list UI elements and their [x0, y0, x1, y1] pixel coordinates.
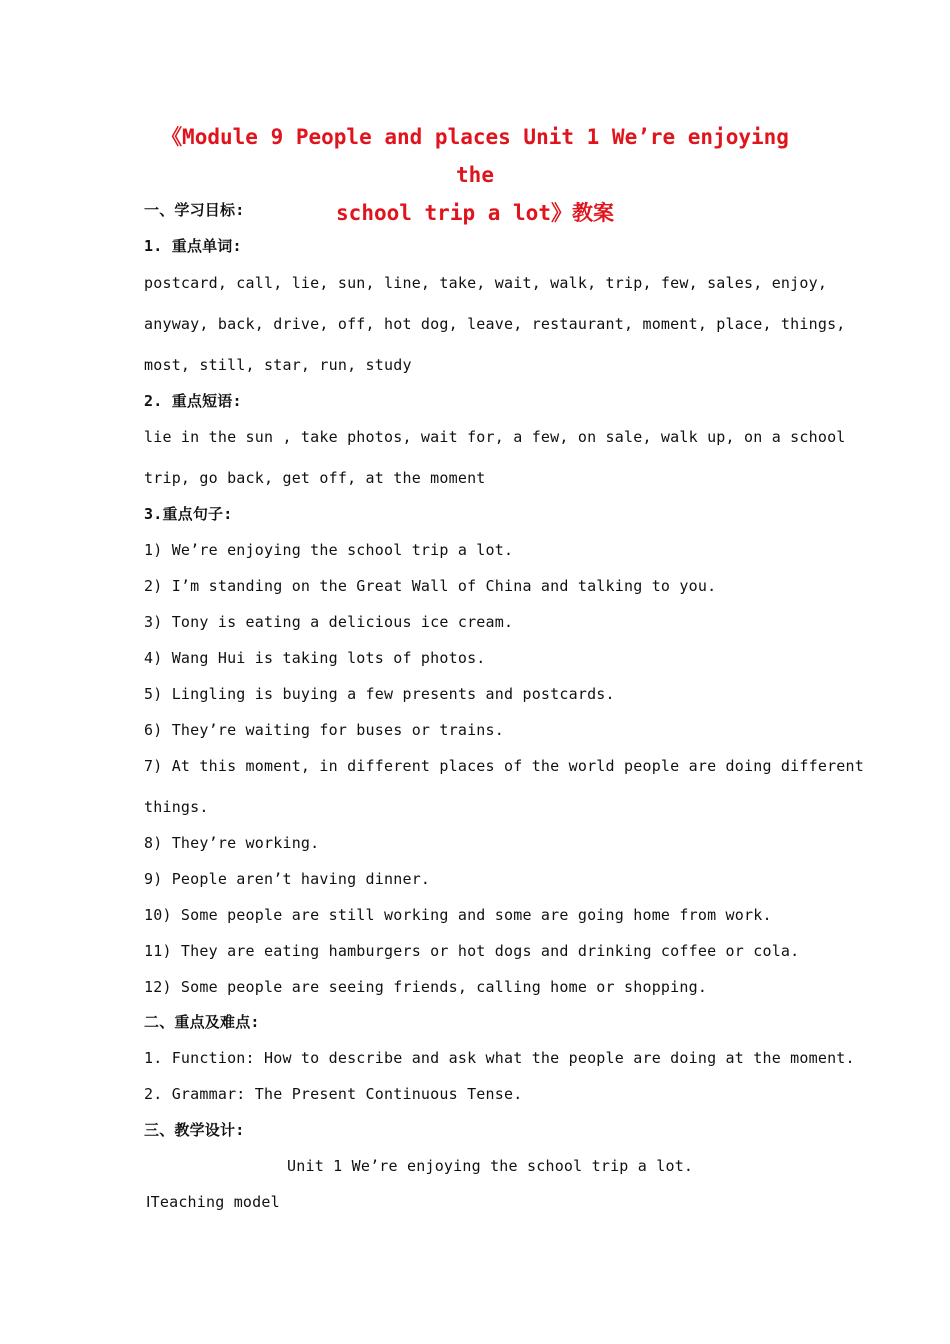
section-3-heading: 三、教学设计:: [144, 1121, 245, 1139]
title-line-2: school trip a lot》教案: [336, 201, 614, 225]
sentence-item-continued: things.: [144, 798, 209, 816]
sentence-item: 11) They are eating hamburgers or hot dogs and drinking coffee or cola.: [144, 942, 800, 960]
title-line-1: 《Module 9 People and places Unit 1 We’re enjoying the: [161, 125, 789, 187]
sentence-item: 6) They’re waiting for buses or trains.: [144, 721, 504, 739]
sentence-item: 8) They’re working.: [144, 834, 320, 852]
key-words-line-1: postcard, call, lie, sun, line, take, wait, walk, trip, few, sales, enjoy,: [144, 274, 828, 292]
sentence-item: 4) Wang Hui is taking lots of photos.: [144, 649, 486, 667]
section-2-heading: 二、重点及难点:: [144, 1013, 260, 1031]
sentence-item: 5) Lingling is buying a few presents and postcards.: [144, 685, 615, 703]
key-sentences-heading: 3.重点句子:: [144, 505, 233, 523]
sentence-item: 2) I’m standing on the Great Wall of China and talking to you.: [144, 577, 717, 595]
key-words-heading: 1. 重点单词:: [144, 237, 242, 255]
teaching-model-heading: ⅠTeaching model: [146, 1193, 280, 1211]
sentence-item: 12) Some people are seeing friends, calling home or shopping.: [144, 978, 708, 996]
section-1-heading: 一、学习目标:: [144, 201, 245, 219]
focus-item-function: 1. Function: How to describe and ask what the people are doing at the moment.: [144, 1049, 855, 1067]
sentence-item: 10) Some people are still working and some are going home from work.: [144, 906, 772, 924]
sentence-item: 9) People aren’t having dinner.: [144, 870, 431, 888]
key-phrases-line-2: trip, go back, get off, at the moment: [144, 469, 486, 487]
sentence-item: 1) We’re enjoying the school trip a lot.: [144, 541, 514, 559]
key-phrases-line-1: lie in the sun , take photos, wait for, a few, on sale, walk up, on a school: [144, 428, 846, 446]
key-words-line-2: anyway, back, drive, off, hot dog, leave, restaurant, moment, place, things,: [144, 315, 846, 333]
key-words-line-3: most, still, star, run, study: [144, 356, 412, 374]
sentence-item: 3) Tony is eating a delicious ice cream.: [144, 613, 514, 631]
design-unit-title: Unit 1 We’re enjoying the school trip a lot.: [287, 1157, 694, 1175]
key-phrases-heading: 2. 重点短语:: [144, 392, 242, 410]
focus-item-grammar: 2. Grammar: The Present Continuous Tense.: [144, 1085, 523, 1103]
sentence-item: 7) At this moment, in different places of the world people are doing different: [144, 757, 864, 775]
